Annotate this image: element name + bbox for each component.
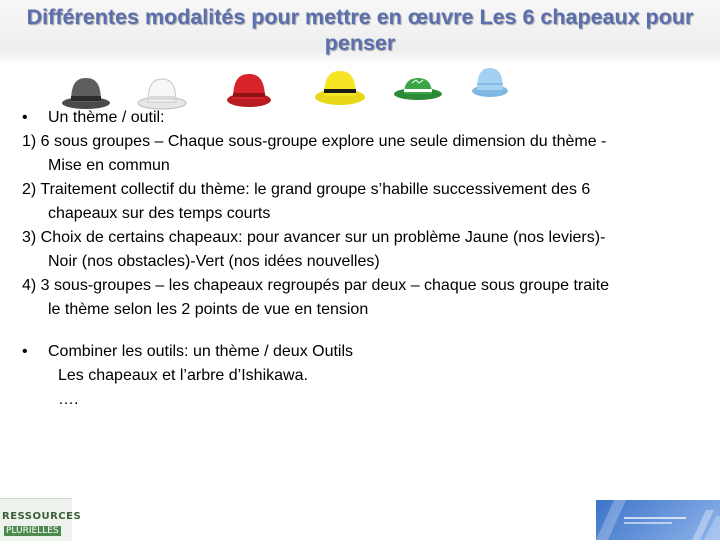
blue-hat-icon <box>470 64 510 100</box>
partner-logo <box>596 500 720 540</box>
green-hat-icon <box>392 74 444 104</box>
list-item <box>22 274 702 322</box>
list-item-line: 2) Traitement collectif du thème: le grand groupe s’habille successivement des 6 <box>22 181 591 198</box>
bullet-text: Combiner les outils: un thème / deux Outils <box>48 343 354 360</box>
list-item-line: 1) 6 sous groupes – Chaque sous-groupe explore une seule dimension du thème - <box>22 133 607 150</box>
bullet-item <box>22 106 702 130</box>
bullet-item <box>22 340 702 364</box>
list-item <box>22 178 702 226</box>
hats-row <box>0 62 720 112</box>
list-item <box>22 130 702 178</box>
yellow-hat-icon <box>313 68 367 108</box>
red-hat-icon <box>224 70 274 110</box>
bullet-continuation: …. <box>58 391 79 408</box>
bullet-marker: • <box>22 343 28 360</box>
spacer <box>22 322 702 340</box>
slide-title: Différentes modalités pour mettre en œuvre Les 6 chapeaux pour penser <box>26 5 694 55</box>
slide-body <box>22 106 702 412</box>
list-item-continuation: Noir (nos obstacles)-Vert (nos idées nouvelles) <box>48 253 380 270</box>
list-item-continuation: le thème selon les 2 points de vue en tension <box>48 301 369 318</box>
list-item <box>22 226 702 274</box>
partner-logo-graphic <box>596 500 720 540</box>
list-item-line: 3) Choix de certains chapeaux: pour avancer sur un problème Jaune (nos leviers)- <box>22 229 606 246</box>
list-item-line: 4) 3 sous-groupes – les chapeaux regroupés par deux – chaque sous groupe traite <box>22 277 610 294</box>
logo-text-top: RESSOURCES <box>2 511 82 522</box>
list-item-continuation: chapeaux sur des temps courts <box>48 205 271 222</box>
ressources-plurielles-logo <box>0 498 82 541</box>
logo-text-bottom: PLURIELLES <box>6 526 59 536</box>
bullet-marker: • <box>22 109 28 126</box>
bullet-continuation: Les chapeaux et l’arbre d’Ishikawa. <box>58 367 308 384</box>
bullet-text: Un thème / outil: <box>48 109 165 126</box>
list-item-continuation: Mise en commun <box>48 157 170 174</box>
